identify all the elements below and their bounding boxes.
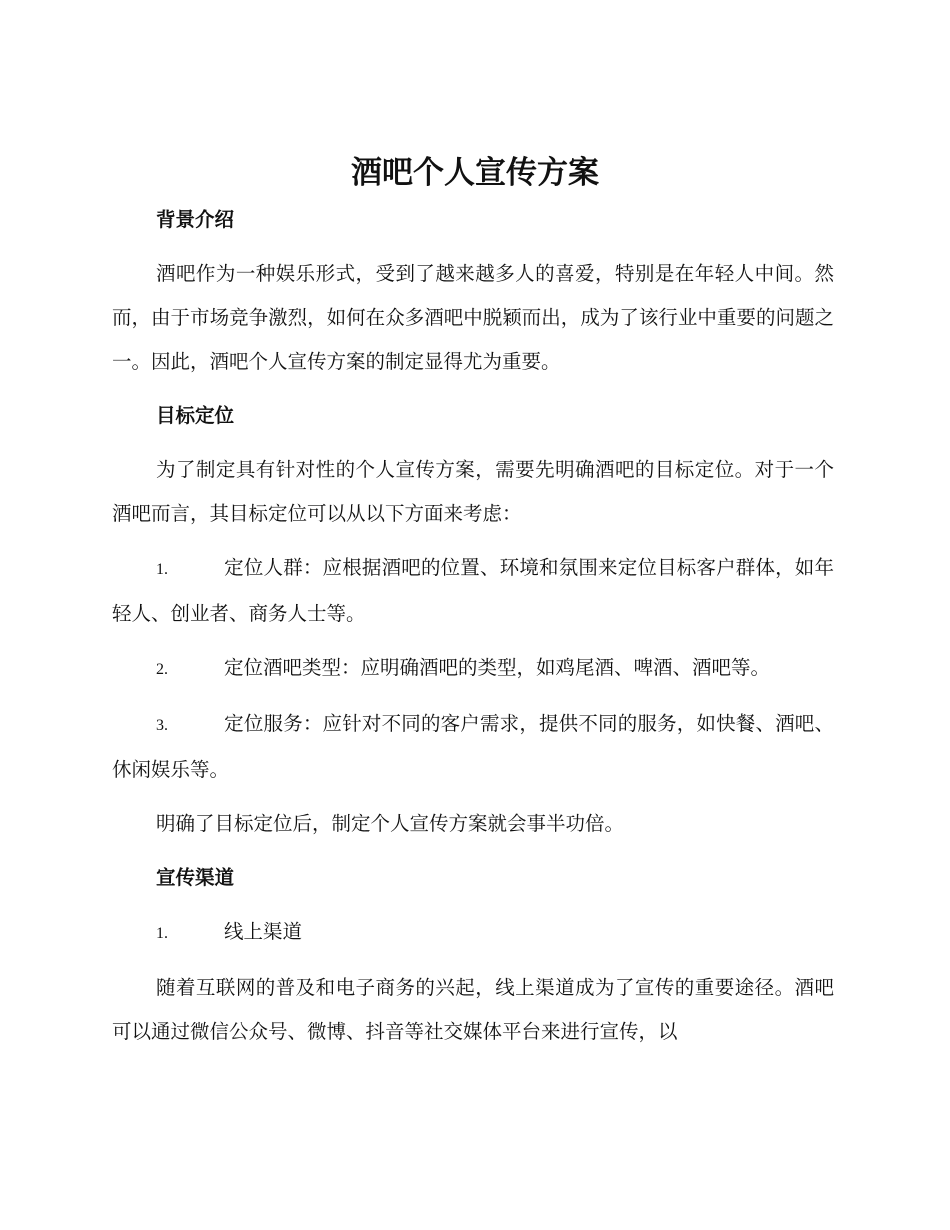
section-heading-channels: 宣传渠道 bbox=[156, 866, 235, 889]
list-item-text: 定位人群：应根据酒吧的位置、环境和氛围来定位目标客户群体，如年轻人、创业者、商务人士等。 bbox=[112, 556, 834, 625]
target-conclusion-paragraph: 明确了目标定位后，制定个人宣传方案就会事半功倍。 bbox=[156, 812, 625, 835]
list-item bbox=[112, 702, 834, 792]
list-item bbox=[112, 646, 834, 692]
list-item bbox=[112, 910, 834, 956]
list-item-text: 线上渠道 bbox=[224, 920, 303, 943]
section-heading-background: 背景介绍 bbox=[156, 208, 235, 231]
document-title: 酒吧个人宣传方案 bbox=[351, 155, 599, 191]
list-number: 1. bbox=[156, 925, 168, 942]
document-body bbox=[112, 198, 834, 1064]
list-number: 2. bbox=[156, 661, 168, 678]
list-number: 3. bbox=[156, 717, 168, 734]
background-paragraph: 酒吧作为一种娱乐形式，受到了越来越多人的喜爱，特别是在年轻人中间。然而，由于市场竞争激烈，如何在众多酒吧中脱颖而出，成为了该行业中重要的问题之一。因此，酒吧个人宣传方案的制定显得尤为重要。 bbox=[112, 262, 834, 373]
list-item-text: 定位服务：应针对不同的客户需求，提供不同的服务，如快餐、酒吧、休闲娱乐等。 bbox=[112, 712, 834, 781]
list-number: 1. bbox=[156, 561, 168, 578]
list-item bbox=[112, 546, 834, 636]
list-item-text: 定位酒吧类型：应明确酒吧的类型，如鸡尾酒、啤酒、酒吧等。 bbox=[224, 656, 771, 679]
channels-paragraph: 随着互联网的普及和电子商务的兴起，线上渠道成为了宣传的重要途径。酒吧可以通过微信公众号、微博、抖音等社交媒体平台来进行宣传，以 bbox=[112, 976, 834, 1043]
target-intro-paragraph: 为了制定具有针对性的个人宣传方案，需要先明确酒吧的目标定位。对于一个酒吧而言，其目标定位可以从以下方面来考虑： bbox=[112, 458, 834, 525]
section-heading-target: 目标定位 bbox=[156, 404, 235, 427]
